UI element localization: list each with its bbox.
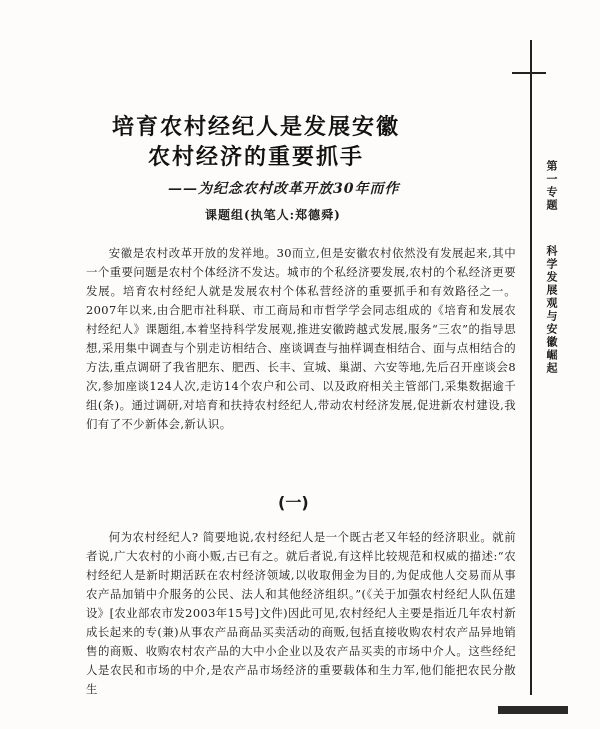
body-paragraph-1: 安徽是农村改革开放的发祥地。30而立,但是安徽农村依然没有发展起来,其中一个重要问题是农村个体经济不发达。城市的个私经济要发展,农村的个私经济更要发展。培育农村经纪人就是发展农村个体私营经济的重要抓手和有效路径之一。2007年以来,由合肥市社科联、市工商局和市哲学学会同志组成的《培育和发展农村经纪人》课题组,本着坚持科学发展观,推进安徽跨越式发展,服务“三农”的指导思想,采用集中调查与个别走访相结合、座谈调查与抽样调查相结合、面与点相结合的方法,重点调研了我省肥东、肥西、长丰、宣城、巢湖、六安等地,先后召开座谈会8次,参加座谈124人次,走访14个农户和公司、以及政府相关主管部门,采集数据逾千组(条)。通过调研,对培育和扶持农村经纪人,带动农村经济发展,促进新农村建设,我们有了不少新体会,新认识。 xyxy=(86,246,516,431)
section-heading: (一) xyxy=(278,493,309,512)
margin-vertical-rule xyxy=(530,40,532,695)
article-title-line-2: 农村经济的重要抓手 xyxy=(147,145,364,170)
sidebar-section-title: 科学发展观与安徽崛起 xyxy=(545,245,558,375)
author-line: 课题组(执笔人:郑德舜) xyxy=(205,208,341,222)
sidebar-section-number: 第一专题 xyxy=(545,160,558,212)
page-footer-bar xyxy=(498,706,568,714)
article-subtitle: ——为纪念农村改革开放30年而作 xyxy=(168,181,400,197)
margin-horizontal-rule xyxy=(512,72,546,74)
body-paragraph-2: 何为农村经纪人? 简要地说,农村经纪人是一个既古老又年轻的经济职业。就前者说,广大农村的小商小贩,古已有之。就后者说,有这样比较规范和权威的描述:“农村经纪人是新时期活跃在农村经济领域,以收取佣金为目的,为促成他人交易而从事农产品加销中介服务的公民、法人和其他经济组织。”(《关于加强农村经纪人队伍建设》[农业部农市发2003年15号]文件)因此可见,农村经纪人主要是指近几年农村新成长起来的专(兼)从事农产品商品买卖活动的商贩,包括直接收购农村农产品异地销售的商贩、收购农村农产品的大中小企业以及农产品买卖的市场中介人。这些经纪人是农民和市场的中介,是农产品市场经济的重要载体和生力军,他们能把农民分散生 xyxy=(86,530,516,696)
article-title-line-1: 培育农村经纪人是发展安徽 xyxy=(111,115,400,140)
